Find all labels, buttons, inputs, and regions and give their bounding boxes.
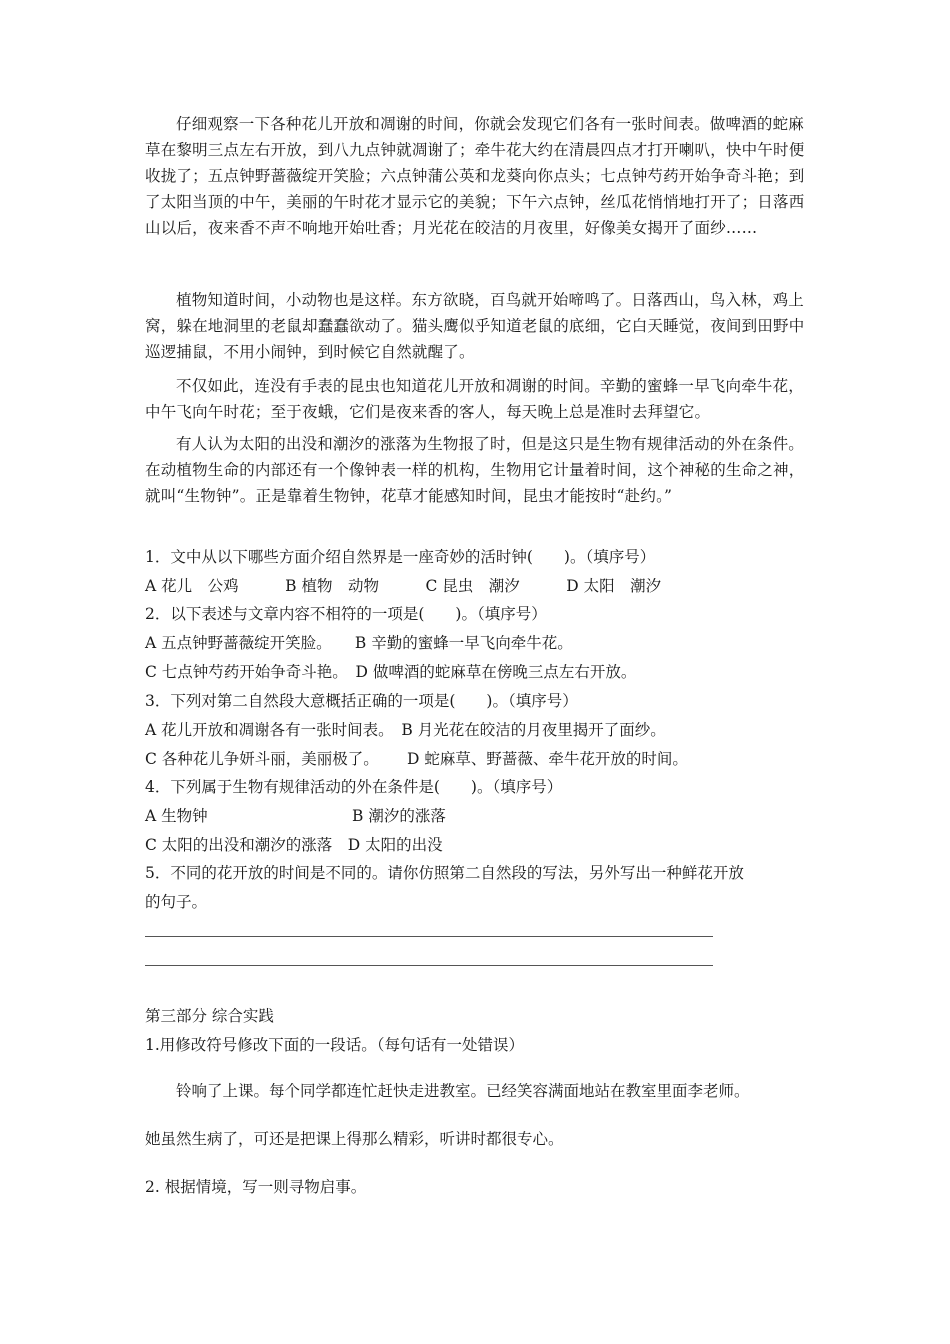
answer-line-2 (145, 965, 713, 966)
task-1-instruction: 1.用修改符号修改下面的一段话。（每句话有一处错误） (145, 1036, 525, 1054)
question-5-line-2: 的句子。 (145, 893, 208, 911)
question-2-options-ab: A 五点钟野蔷薇绽开笑脸。 B 辛勤的蜜蜂一早飞向牵牛花。 (145, 634, 573, 652)
section-heading: 第三部分 综合实践 (145, 1007, 274, 1025)
task-2-instruction: 2. 根据情境，写一则寻物启事。 (145, 1178, 367, 1196)
answer-line-1 (145, 936, 713, 937)
question-4-options-ab: A 生物钟 B 潮汐的涨落 (145, 807, 446, 825)
passage-paragraph-3: 不仅如此，连没有手表的昆虫也知道花儿开放和凋谢的时间。辛勤的蜜蜂一早飞向牵牛花，中午飞向午时花；至于夜蛾，它们是夜来香的客人，每天晚上总是准时去拜望它。 (145, 377, 805, 421)
question-4: 4．下列属于生物有规律活动的外在条件是( )。（填序号） (145, 778, 563, 796)
question-5-line-1: 5．不同的花开放的时间是不同的。请你仿照第二自然段的写法，另外写出一种鲜花开放 (145, 864, 744, 882)
question-1-options: A 花儿 公鸡 B 植物 动物 C 昆虫 潮汐 D 太阳 潮汐 (145, 577, 662, 595)
passage-paragraph-4: 有人认为太阳的出没和潮汐的涨落为生物报了时，但是这只是生物有规律活动的外在条件。在动植物生命的内部还有一个像钟表一样的机构，生物用它计量着时间，这个神秘的生命之神，就叫“生物钟”。正是靠着生物钟，花草才能感知时间，昆虫才能按时“赴约。” (145, 435, 805, 505)
question-3-options-cd: C 各种花儿争妍斗丽，美丽极了。 D 蛇麻草、野蔷薇、牵牛花开放的时间。 (145, 750, 688, 768)
question-3-options-ab: A 花儿开放和凋谢各有一张时间表。 B 月光花在皎洁的月夜里揭开了面纱。 (145, 721, 666, 739)
task-1-text-line-2: 她虽然生病了，可还是把课上得那么精彩，听讲时都很专心。 (145, 1130, 564, 1148)
question-1: 1．文中从以下哪些方面介绍自然界是一座奇妙的活时钟( )。（填序号） (145, 548, 656, 566)
task-1-text-line-1: 铃响了上课。每个同学都连忙赶快走进教室。已经笑容满面地站在教室里面李老师。 (176, 1082, 750, 1100)
passage-paragraph-1: 仔细观察一下各种花儿开放和凋谢的时间，你就会发现它们各有一张时间表。做啤酒的蛇麻草在黎明三点左右开放，到八九点钟就凋谢了；牵牛花大约在清晨四点才打开喇叭，快中午时便收拢了；五点钟野蔷薇绽开笑脸；六点钟蒲公英和龙葵向你点头；七点钟芍药开始争奇斗艳；到了太阳当顶的中午，美丽的午时花才显示它的美貌；下午六点钟，丝瓜花悄悄地打开了；日落西山以后，夜来香不声不响地开始吐香；月光花在皎洁的月夜里，好像美女揭开了面纱…… (145, 115, 805, 237)
passage-paragraph-2: 植物知道时间，小动物也是这样。东方欲晓，百鸟就开始啼鸣了。日落西山，鸟入林，鸡上窝，躲在地洞里的老鼠却蠢蠢欲动了。猫头鹰似乎知道老鼠的底细，它白天睡觉，夜间到田野中巡逻捕鼠，不用小闹钟，到时候它自然就醒了。 (145, 291, 805, 361)
question-2-options-cd: C 七点钟芍药开始争奇斗艳。 D 做啤酒的蛇麻草在傍晚三点左右开放。 (145, 663, 637, 681)
question-3: 3．下列对第二自然段大意概括正确的一项是( )。（填序号） (145, 692, 578, 710)
question-4-options-cd: C 太阳的出没和潮汐的涨落 D 太阳的出没 (145, 836, 443, 854)
question-2: 2．以下表述与文章内容不相符的一项是( )。（填序号） (145, 605, 547, 623)
